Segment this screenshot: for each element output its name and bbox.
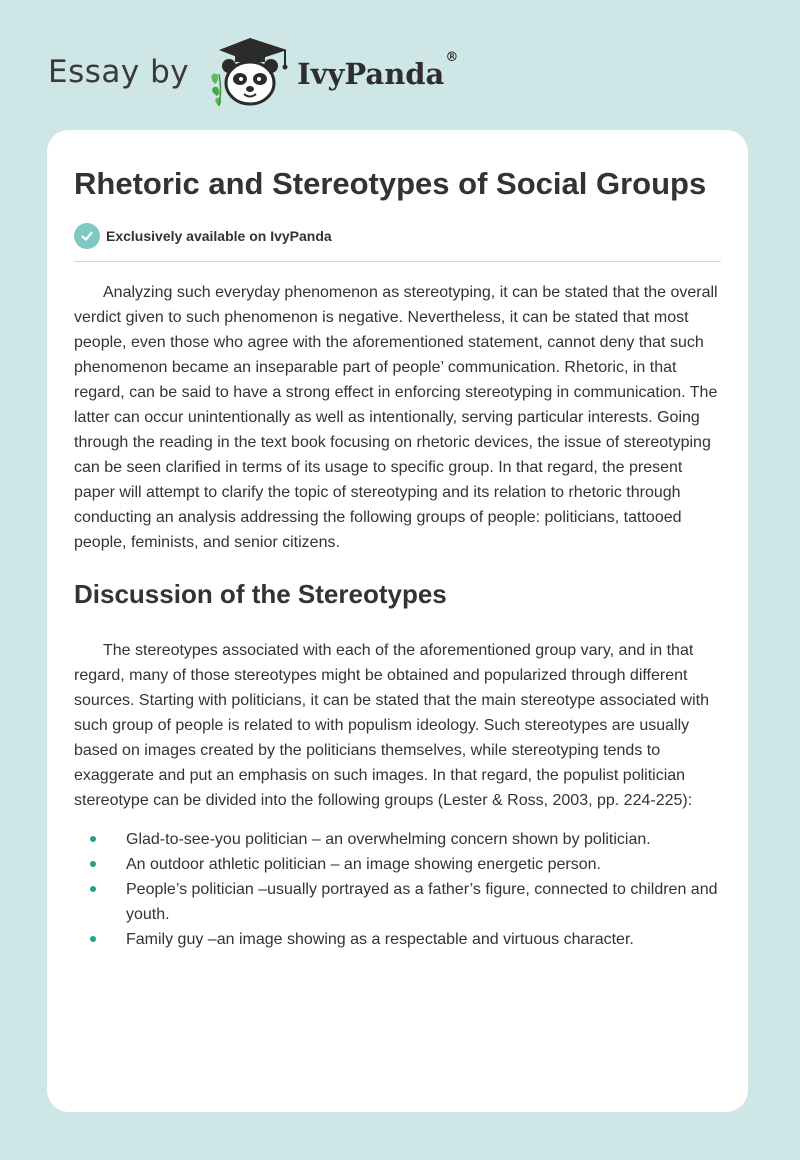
list-item [74, 827, 721, 852]
list-item [74, 877, 721, 927]
site-header [48, 36, 458, 108]
bullet-icon [90, 836, 96, 842]
list-item [74, 927, 721, 952]
section-heading: Discussion of the Stereotypes [74, 579, 447, 609]
essay-title: Rhetoric and Stereotypes of Social Groups [74, 166, 707, 201]
intro-paragraph: Analyzing such everyday phenomenon as stereotyping, it can be stated that the overall verdict given to such phenomenon is negative. Nevertheless, it can be stated that most people, even those who agree with the aforementioned statement, cannot deny that such phenomenon became an inseparable part of people’ communication. Rhetoric, in that regard, can be said to have a strong effect in enforcing stereotyping in communication. The latter can occur unintentionally as well as intentionally, serving particular interests. Going through the reading in the text book focusing on rhetoric devices, the issue of stereotyping can be seen clarified in terms of its usage to specific group. In that regard, the present paper will attempt to clarify the topic of stereotyping and its relation to rhetoric through conducting an analysis addressing the following groups of people: politicians, tattooed people, feminists, and senior citizens. [74, 284, 718, 551]
panda-logo-icon [205, 36, 295, 108]
section-paragraph: The stereotypes associated with each of the aforementioned group vary, and in that regard, many of those stereotypes might be obtained and popularized through different sources. Starting with politicians, it can be stated that the main stereotype associated with such group of people is related to with populism ideology. Such stereotypes are usually based on images created by the politicians themselves, while stereotyping tends to exaggerate and put an emphasis on such images. In that regard, the populist politician stereotype can be divided into the following groups (Lester & Ross, 2003, pp. 224-225): [74, 642, 709, 809]
essay-by-label: Essay by [48, 54, 190, 90]
list-item-text: People’s politician –usually portrayed as a father’s figure, connected to children and youth. [126, 881, 718, 923]
list-item [74, 852, 721, 877]
list-item-text: Glad-to-see-you politician – an overwhelming concern shown by politician. [126, 831, 651, 848]
list-item-text: Family guy –an image showing as a respectable and virtuous character. [126, 931, 634, 948]
essay-card [47, 130, 748, 1112]
exclusive-badge [74, 223, 721, 249]
bullet-icon [90, 936, 96, 942]
registered-mark: ® [445, 50, 459, 66]
exclusive-label: Exclusively available on IvyPanda [106, 228, 332, 244]
list-item-text: An outdoor athletic politician – an image showing energetic person. [126, 856, 601, 873]
bullet-icon [90, 886, 96, 892]
checkmark-icon [74, 223, 100, 249]
divider [74, 261, 721, 262]
bullet-list [74, 827, 721, 952]
brand-name: IvyPanda® [297, 50, 459, 91]
bullet-icon [90, 861, 96, 867]
